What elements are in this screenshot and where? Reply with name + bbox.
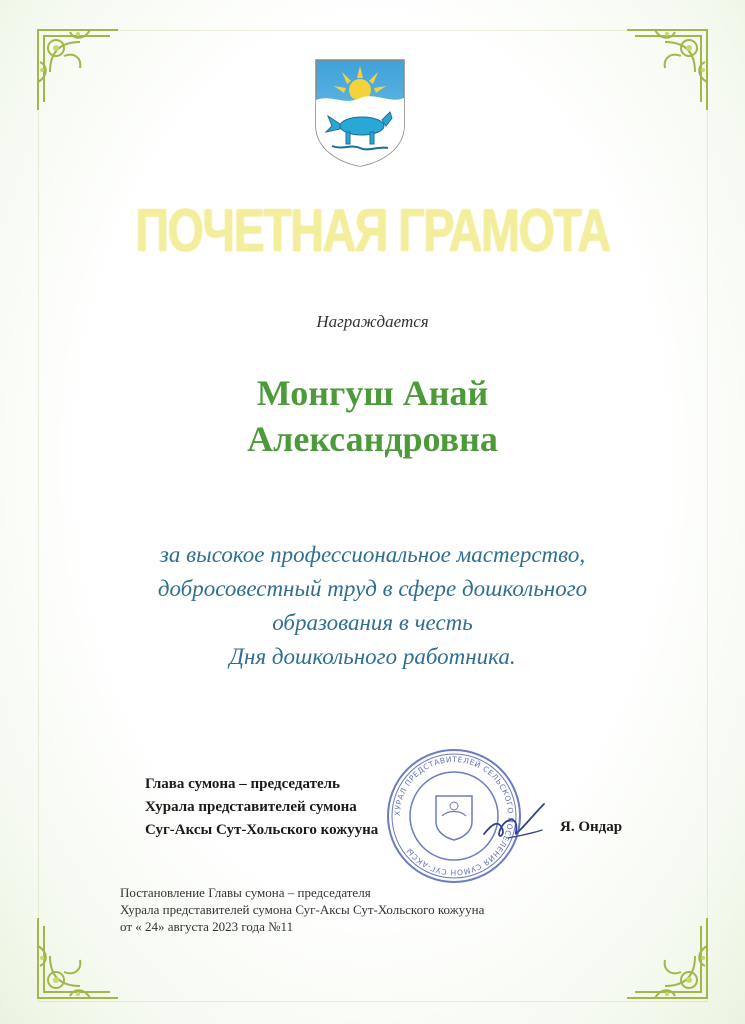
signatory-name: Я. Ондар (560, 819, 623, 835)
signatory-position-line1: Глава сумона – председатель (145, 776, 340, 792)
coat-of-arms-emblem (312, 56, 408, 168)
border-frame (38, 30, 708, 1002)
corner-ornament-top-left (30, 22, 120, 112)
reason-line3: образования в честь (272, 610, 473, 635)
signatory-position (145, 773, 378, 842)
certificate-title: ПОЧЕТНАЯ ГРАМОТА (135, 197, 610, 264)
decree-line1: Постановление Главы сумона – председателя (120, 885, 371, 900)
recipient-name-line1: Монгуш Анай (256, 373, 489, 413)
decree-line2: Хурала представителей сумона Суг-Аксы Сут-Хольского кожууна (120, 902, 485, 917)
stamp-text: ХУРАЛ ПРЕДСТАВИТЕЛЕЙ СЕЛЬСКОГО ПОСЕЛЕНИЯ СУМОН СУГ-АКСЫ (392, 754, 516, 878)
decree-line3: от « 24» августа 2023 года №11 (120, 919, 294, 934)
corner-ornament-bottom-right (625, 916, 715, 1006)
handwritten-signature (478, 794, 558, 850)
signatory-position-line2: Хурала представителей сумона (145, 799, 357, 815)
award-reason (0, 538, 745, 674)
reason-line1: за высокое профессиональное мастерство, (159, 542, 586, 567)
recipient-name (0, 370, 745, 462)
reason-line2: добросовестный труд в сфере дошкольного (157, 576, 588, 601)
corner-ornament-bottom-left (30, 916, 120, 1006)
awarded-label: Награждается (316, 312, 429, 331)
recipient-name-line2: Александровна (247, 419, 498, 459)
corner-ornament-top-right (625, 22, 715, 112)
decree-reference (120, 884, 484, 935)
signatory-position-line3: Суг-Аксы Сут-Хольского кожууна (145, 822, 379, 838)
reason-line4: Дня дошкольного работника. (229, 644, 516, 669)
